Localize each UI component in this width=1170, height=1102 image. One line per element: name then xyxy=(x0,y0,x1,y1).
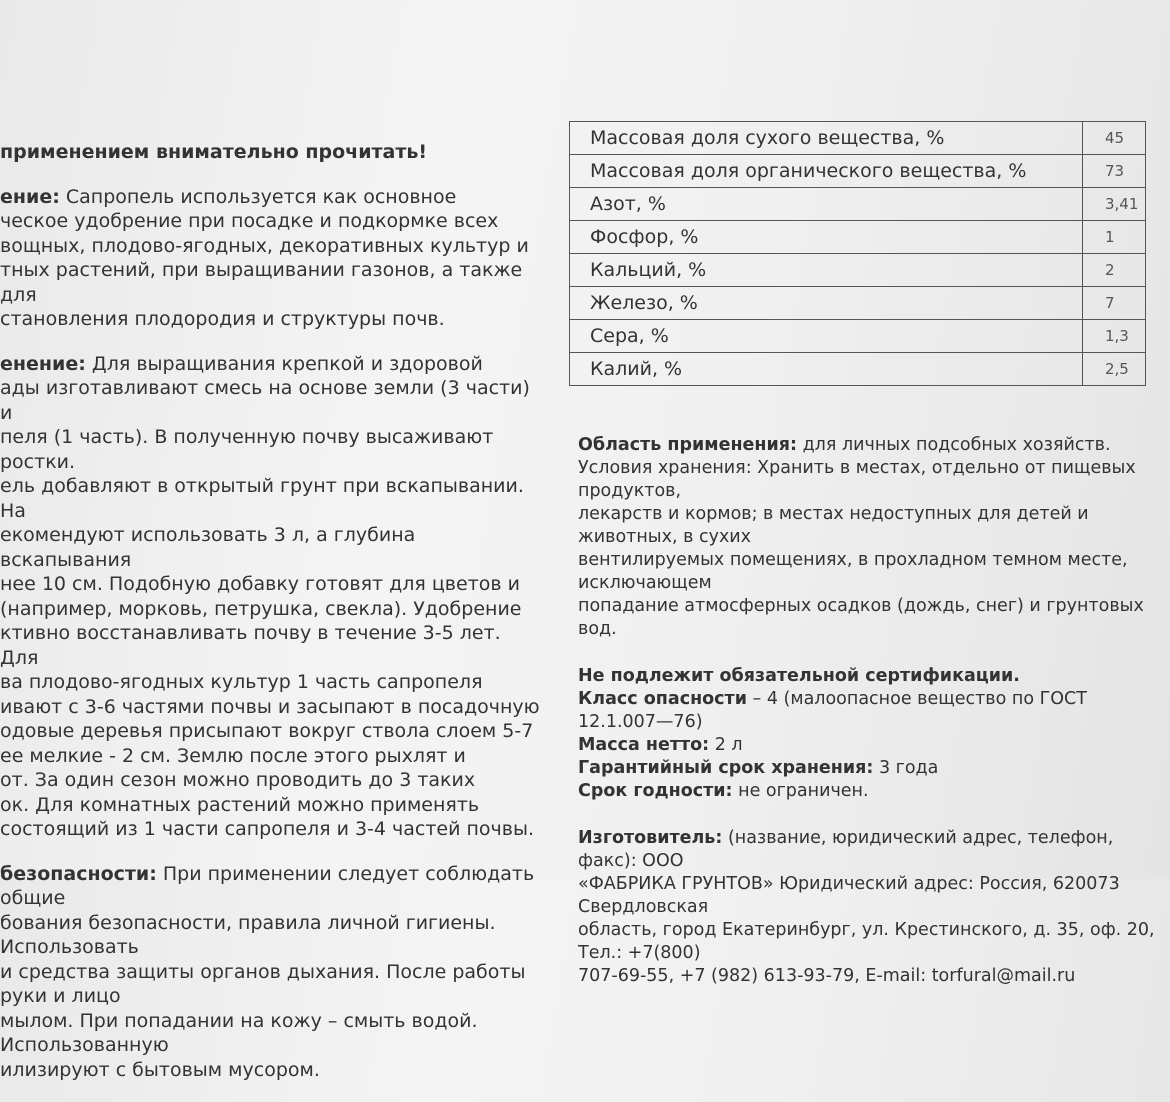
net-label: Масса нетто: xyxy=(578,735,710,755)
usage-line: ады изготавливают смесь на основе земли (3 части) и xyxy=(0,377,530,424)
table-row xyxy=(570,221,1146,254)
table-cell-value: 7 xyxy=(1083,287,1146,320)
warranty-text: 3 года xyxy=(873,758,939,778)
usage-line: ктивно восстанавливать почву в течение 3-5 лет. Для xyxy=(0,622,501,669)
table-cell-value: 45 xyxy=(1083,122,1146,155)
expiry-label: Срок годности: xyxy=(578,781,733,801)
scope-label: Область применения: xyxy=(578,435,797,455)
table-cell-value: 1,3 xyxy=(1083,320,1146,353)
warranty-label: Гарантийный срок хранения: xyxy=(578,758,874,778)
safety-line: мылом. При попадании на кожу – смыть водой. Использованную xyxy=(0,1009,478,1056)
usage-line: пеля (1 часть). В полученную почву высаживают ростки. xyxy=(0,426,494,473)
table-cell-value: 3,41 xyxy=(1083,188,1146,221)
table-cell-label: Калий, % xyxy=(570,353,1083,386)
table-row xyxy=(570,287,1146,320)
usage-line: состоящий из 1 части сапропеля и 3-4 частей почвы. xyxy=(0,818,535,840)
safety-paragraph xyxy=(0,862,545,1083)
table-cell-value: 1 xyxy=(1083,221,1146,254)
net-text: 2 л xyxy=(709,735,743,755)
storage-line: Условия хранения: Хранить в местах, отдельно от пищевых продуктов, xyxy=(578,458,1136,501)
safety-label: безопасности: xyxy=(0,862,157,885)
usage-line: нее 10 см. Подобную добавку готовят для цветов и xyxy=(0,573,520,595)
maker-line: область, город Екатеринбург, ул. Крестинского, д. 35, оф. 20, Тел.: +7(800) xyxy=(578,920,1155,963)
read-before-use-heading: применением внимательно прочитать! xyxy=(0,141,428,163)
table-row xyxy=(570,188,1146,221)
certification-paragraph xyxy=(578,665,1168,803)
purpose-line: ческое удобрение при посадке и подкормке всех xyxy=(0,210,499,232)
right-column xyxy=(578,434,1168,1012)
table-row xyxy=(570,320,1146,353)
purpose-label: ение: xyxy=(0,185,60,208)
expiry-text: не ограничен. xyxy=(732,781,869,801)
hazard-text: – 4 (малоопасное вещество по ГОСТ 12.1.007—76) xyxy=(578,689,1087,732)
left-column xyxy=(0,140,545,1102)
table-row xyxy=(570,155,1146,188)
safety-line: и средства защиты органов дыхания. После работы руки и лицо xyxy=(0,960,526,1007)
table-cell-label: Массовая доля органического вещества, % xyxy=(570,155,1083,188)
maker-label: Изготовитель: xyxy=(578,828,723,848)
usage-line: ель добавляют в открытый грунт при вскапывании. На xyxy=(0,475,524,522)
purpose-line: тных растений, при выращивании газонов, а также для xyxy=(0,259,523,306)
safety-line: При применении следует соблюдать общие xyxy=(0,862,535,909)
table-row xyxy=(570,254,1146,287)
maker-line: 707-69-55, +7 (982) 613-93-79, E-mail: torfural@mail.ru xyxy=(578,966,1076,986)
usage-line: екомендуют использовать 3 л, а глубина вскапывания xyxy=(0,524,416,571)
certification-text: Не подлежит обязательной сертификации. xyxy=(578,666,1020,686)
usage-line: ва плодово-ягодных культур 1 часть сапропеля xyxy=(0,671,483,693)
usage-line: ок. Для комнатных растений можно применять xyxy=(0,793,480,816)
purpose-line: Сапропель используется как основное xyxy=(65,185,457,208)
storage-line: лекарств и кормов; в местах недоступных для детей и животных, в сухих xyxy=(578,504,1089,547)
usage-line: Для выращивания крепкой и здоровой xyxy=(91,352,483,375)
usage-line: от. За один сезон можно проводить до 3 таких xyxy=(0,769,476,791)
table-cell-label: Массовая доля сухого вещества, % xyxy=(570,122,1083,155)
safety-line: бования безопасности, правила личной гигиены. Использовать xyxy=(0,911,496,958)
storage-line: попадание атмосферных осадков (дождь, снег) и грунтовых вод. xyxy=(578,596,1144,639)
usage-line: (например, морковь, петрушка, свекла). Удобрение xyxy=(0,597,522,620)
maker-line: «ФАБРИКА ГРУНТОВ» Юридический адрес: Россия, 620073 Свердловская xyxy=(578,874,1120,917)
composition-table xyxy=(569,121,1146,386)
maker-line: (название, юридический адрес, телефон, факс): ООО xyxy=(578,828,1114,871)
scope-text: для личных подсобных хозяйств. xyxy=(802,435,1111,455)
purpose-line: становления плодородия и структуры почв. xyxy=(0,308,445,330)
table-cell-label: Кальций, % xyxy=(570,254,1083,287)
storage-line: вентилируемых помещениях, в прохладном темном месте, исключающем xyxy=(578,550,1128,593)
purpose-paragraph xyxy=(0,185,545,332)
table-cell-label: Азот, % xyxy=(570,188,1083,221)
purpose-line: вощных, плодово-ягодных, декоративных культур и xyxy=(0,234,529,257)
table-row xyxy=(570,122,1146,155)
table-cell-value: 2 xyxy=(1083,254,1146,287)
table-cell-label: Фосфор, % xyxy=(570,221,1083,254)
usage-paragraph xyxy=(0,352,545,842)
manufacturer-paragraph xyxy=(578,827,1168,988)
usage-label: енение: xyxy=(0,352,86,375)
table-cell-value: 73 xyxy=(1083,155,1146,188)
usage-line: одовые деревья присыпают вокруг ствола слоем 5-7 xyxy=(0,720,534,742)
hazard-label: Класс опасности xyxy=(578,689,747,709)
table-cell-value: 2,5 xyxy=(1083,353,1146,386)
table-cell-label: Железо, % xyxy=(570,287,1083,320)
table-cell-label: Сера, % xyxy=(570,320,1083,353)
usage-line: ее мелкие - 2 см. Землю после этого рыхлят и xyxy=(0,744,466,767)
storage-paragraph xyxy=(578,434,1168,641)
usage-line: ивают с 3-6 частями почвы и засыпают в посадочную xyxy=(0,695,540,718)
safety-line: илизируют с бытовым мусором. xyxy=(0,1058,320,1081)
table-row xyxy=(570,353,1146,386)
